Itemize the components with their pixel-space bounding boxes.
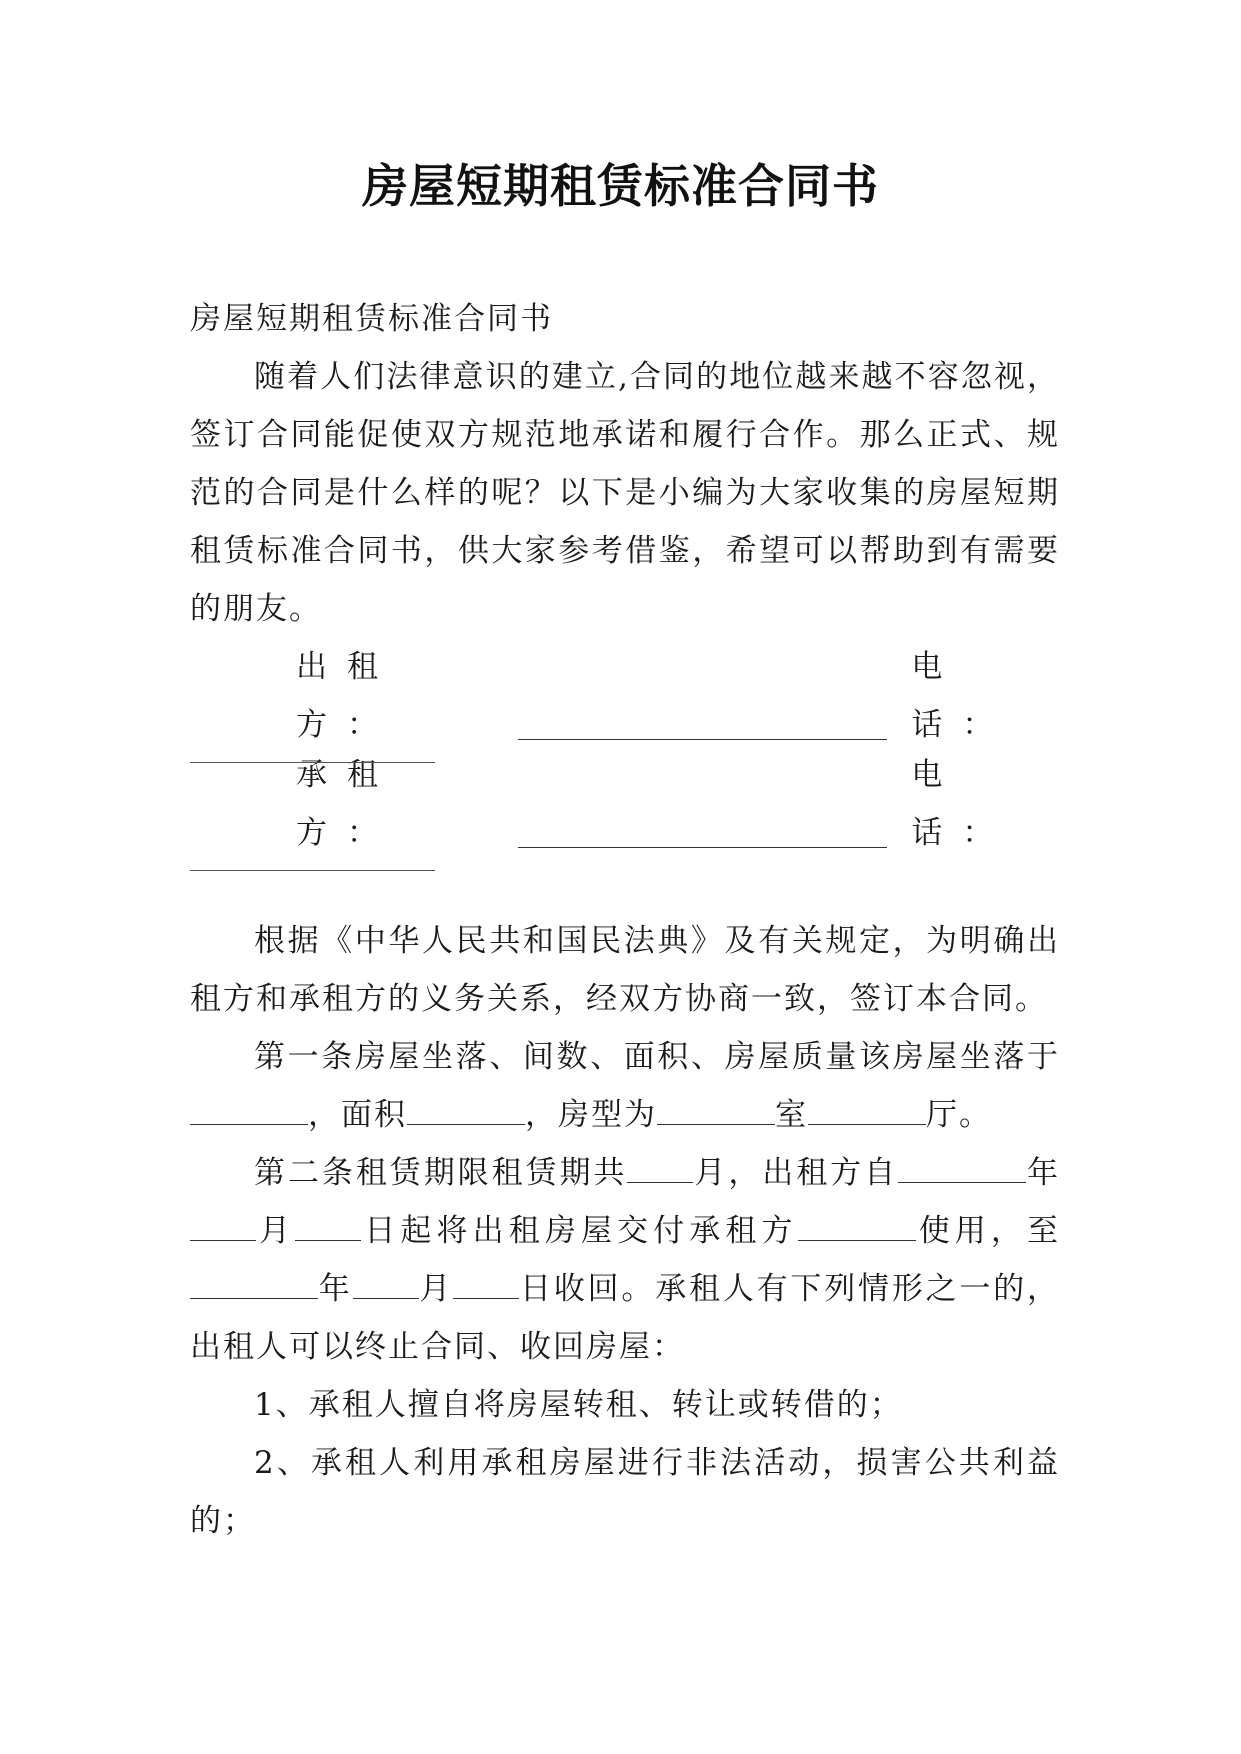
termination-item-2: 2、承租人利用承租房屋进行非法活动，损害公共利益的； [190, 1445, 1060, 1539]
lessor-name-blank [518, 739, 887, 740]
end-year-label: 年 [318, 1271, 353, 1307]
article-2 [190, 1144, 1060, 1376]
basis-paragraph: 根据《中华人民共和国民法典》及有关规定，为明确出租方和承租方的义务关系，经双方协商一致，签订本合同。 [190, 923, 1060, 1017]
area-label: ，面积 [308, 1097, 407, 1133]
handover-label: 日起将出租房屋交付承租方 [361, 1213, 798, 1249]
end-year-blank [190, 1270, 318, 1299]
layout-label: ，房型为 [525, 1097, 657, 1133]
lessee-phone-blank-row [190, 862, 1060, 912]
lessee-phone-blank [190, 870, 435, 871]
lessor-phone-label: 电话： [911, 649, 1014, 743]
article-1 [190, 1028, 1060, 1144]
start-month-label: 月 [256, 1213, 296, 1249]
lessee-row [190, 757, 1060, 862]
start-day-blank [295, 1212, 361, 1241]
location-blank [190, 1096, 308, 1125]
lessor-phone-blank [190, 762, 435, 763]
rooms-label: 室 [775, 1097, 808, 1133]
lessee-label: 承租方： [296, 757, 398, 851]
intro-paragraph: 随着人们法律意识的建立,合同的地位越来越不容忽视，签订合同能促使双方规范地承诺和履行合作。那么正式、规范的合同是什么样的呢？以下是小编为大家收集的房屋短期租赁标准合同书，供大家参考借鉴，希望可以帮助到有需要的朋友。 [190, 359, 1060, 627]
end-month-label: 月 [418, 1271, 454, 1307]
lessee-phone-label: 电话： [911, 757, 1014, 851]
document-body [190, 290, 1060, 1550]
termination-item-1: 1、承租人擅自将房屋转租、转让或转借的； [254, 1387, 903, 1423]
start-year-blank [898, 1154, 1026, 1183]
from-label: 月，出租方自 [693, 1155, 899, 1191]
document-title: 房屋短期租赁标准合同书 [362, 159, 879, 213]
halls-label: 厅。 [926, 1097, 992, 1133]
start-year-label: 年 [1026, 1155, 1061, 1191]
area-blank [407, 1096, 525, 1125]
lessor-label: 出租方： [296, 649, 398, 743]
lessee-blank [798, 1212, 916, 1241]
article-1-text: 第一条房屋坐落、间数、面积、房屋质量该房屋坐落于 [254, 1039, 1060, 1075]
end-day-blank [453, 1270, 519, 1299]
lessee-name-blank [518, 847, 887, 848]
term-months-blank [627, 1154, 693, 1183]
use-until-label: 使用，至 [915, 1213, 1061, 1249]
end-month-blank [353, 1270, 419, 1299]
article-2-text: 第二条租赁期限租赁期共 [254, 1155, 628, 1191]
lessor-phone-blank-row [190, 754, 1060, 804]
document-subtitle: 房屋短期租赁标准合同书 [190, 301, 553, 337]
termination-text: 日收回。承租人有下列情形之一的，出租人可以终止合同、收回房屋： [190, 1271, 1061, 1365]
rooms-blank [657, 1096, 775, 1125]
halls-blank [808, 1096, 926, 1125]
start-month-blank [190, 1212, 256, 1241]
